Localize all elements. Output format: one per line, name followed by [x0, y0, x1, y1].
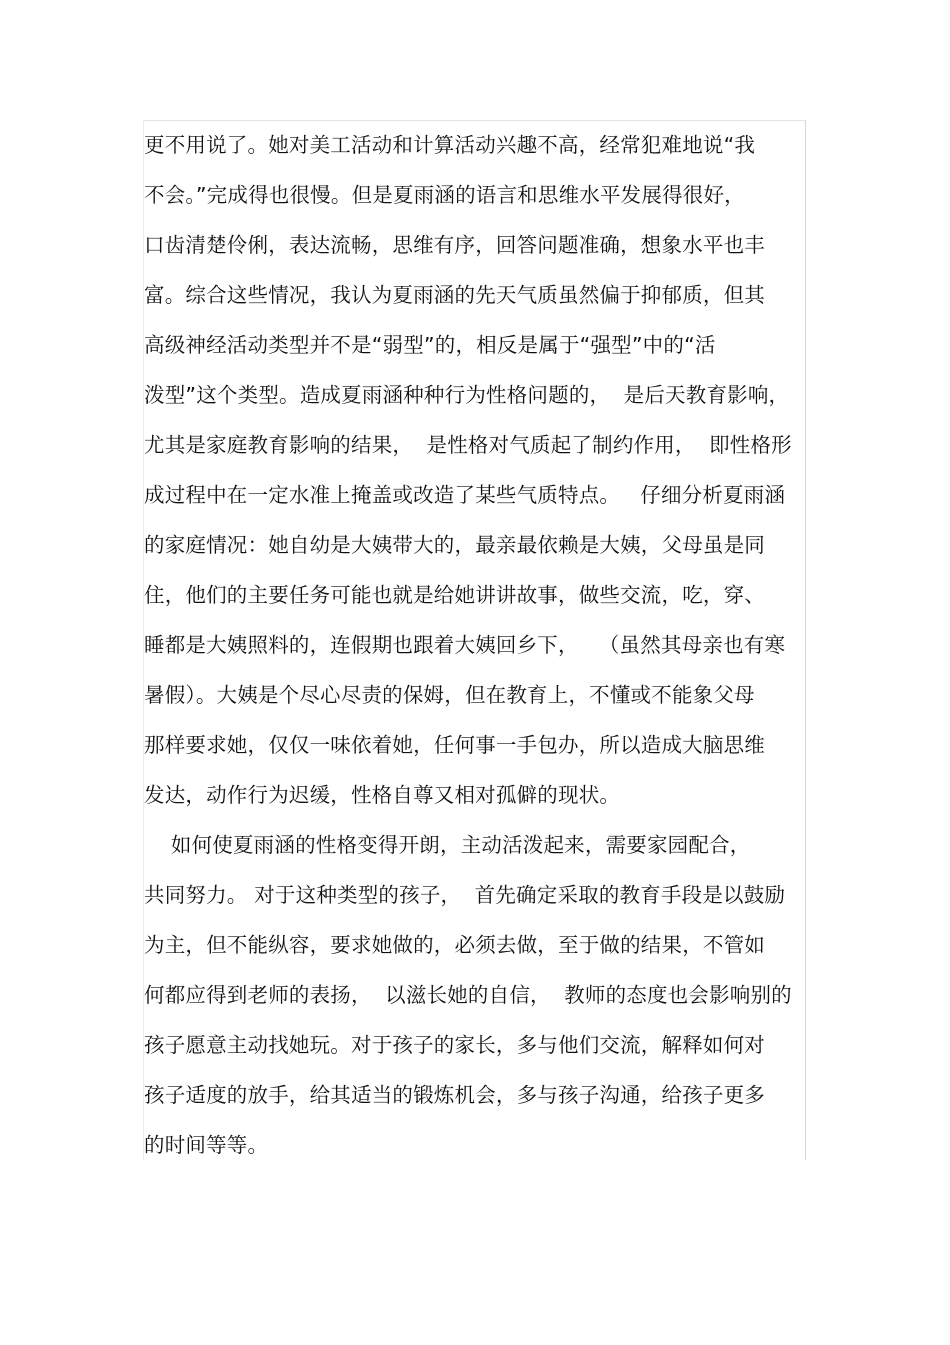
text-line: 发达，动作行为迟缓，性格自尊又相对孤僻的现状。: [144, 783, 621, 807]
text-line: 口齿清楚伶俐，表达流畅，思维有序，回答问题准确，想象水平也丰: [144, 233, 765, 257]
text-line: 成过程中在一定水准上掩盖或改造了某些气质特点。 仔细分析夏雨涵: [144, 483, 786, 507]
text-line: 如何使夏雨涵的性格变得开朗，主动活泼起来，需要家园配合，: [144, 833, 751, 857]
text-line: 富。综合这些情况，我认为夏雨涵的先天气质虽然偏于抑郁质，但其: [144, 283, 765, 307]
document-body: [144, 120, 806, 1170]
text-line: 不会。”完成得也很慢。但是夏雨涵的语言和思维水平发展得很好，: [144, 183, 745, 207]
text-line: 的家庭情况：她自幼是大姨带大的，最亲最依赖是大姨，父母虽是同: [144, 533, 765, 557]
text-line: 更不用说了。她对美工活动和计算活动兴趣不高，经常犯难地说“我: [144, 133, 756, 157]
text-line: 泼型”这个类型。造成夏雨涵种种行为性格问题的， 是后天教育影响，: [144, 383, 790, 407]
text-line: 孩子愿意主动找她玩。对于孩子的家长，多与他们交流，解释如何对: [144, 1033, 765, 1057]
text-line: 共同努力。 对于这种类型的孩子， 首先确定采取的教育手段是以鼓励: [144, 883, 786, 907]
text-line: 暑假）。大姨是个尽心尽责的保姆，但在教育上，不懂或不能象父母: [144, 683, 755, 707]
text-line: 孩子适度的放手，给其适当的锻炼机会，多与孩子沟通，给孩子更多: [144, 1083, 765, 1107]
text-line: 住，他们的主要任务可能也就是给她讲讲故事，做些交流，吃，穿、: [144, 583, 765, 607]
text-line: 睡都是大姨照料的，连假期也跟着大姨回乡下， （虽然其母亲也有寒: [144, 633, 786, 657]
text-line: 尤其是家庭教育影响的结果， 是性格对气质起了制约作用， 即性格形: [144, 433, 792, 457]
text-line: 高级神经活动类型并不是“弱型”的，相反是属于“强型”中的“活: [144, 333, 716, 357]
text-line: 那样要求她，仅仅一味依着她，任何事一手包办，所以造成大脑思维: [144, 733, 765, 757]
text-line: 的时间等等。: [144, 1133, 269, 1157]
text-line: 何都应得到老师的表扬， 以滋长她的自信， 教师的态度也会影响别的: [144, 983, 792, 1007]
text-line: 为主，但不能纵容，要求她做的，必须去做，至于做的结果，不管如: [144, 933, 765, 957]
